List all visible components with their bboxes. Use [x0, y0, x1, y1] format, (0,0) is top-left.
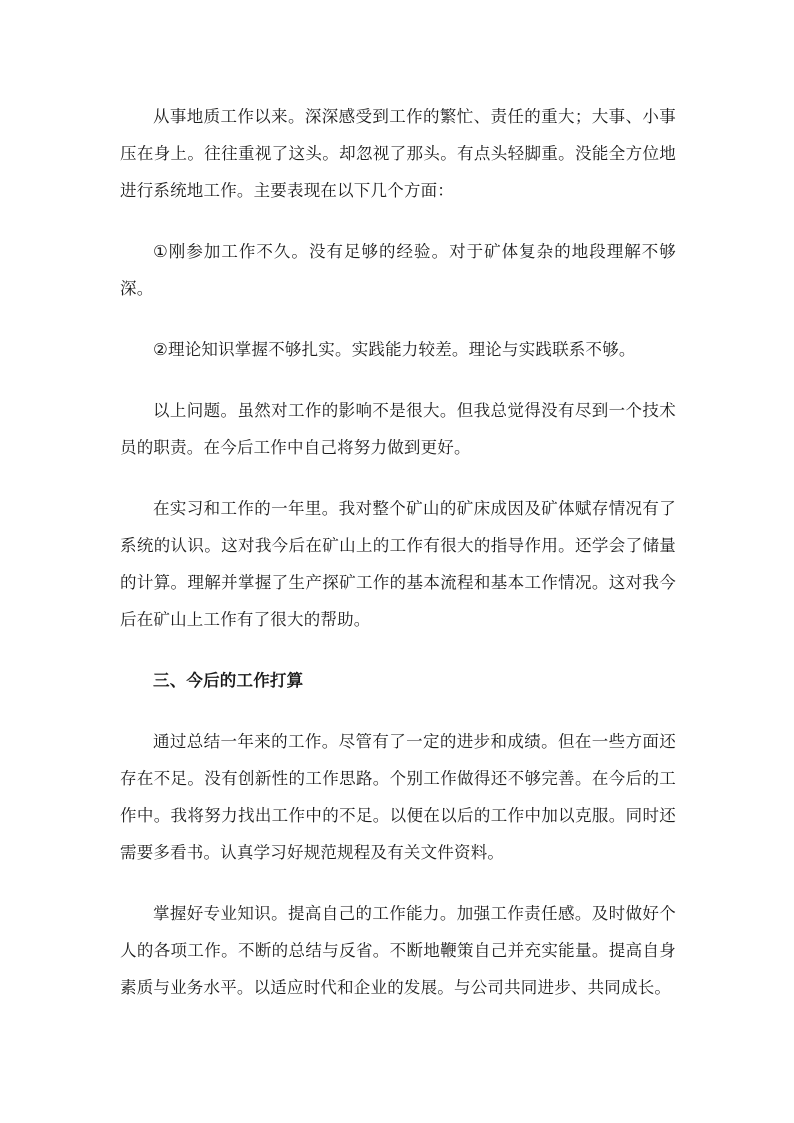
- paragraph-point-one: ①刚参加工作不久。没有足够的经验。对于矿体复杂的地段理解不够深。: [120, 242, 676, 298]
- paragraph-issues-summary: 以上问题。虽然对工作的影响不是很大。但我总觉得没有尽到一个技术员的职责。在今后工作中自己将努力做到更好。: [120, 401, 676, 457]
- section-heading-future-plans: 三、今后的工作打算: [153, 671, 304, 690]
- paragraph-work-reflection: 从事地质工作以来。深深感受到工作的繁忙、责任的重大；大事、小事压在身上。往往重视了这头。却忽视了那头。有点头轻脚重。没能全方位地进行系统地工作。主要表现在以下几个方面：: [120, 107, 676, 200]
- paragraph-professional-growth: 掌握好专业知识。提高自己的工作能力。加强工作责任感。及时做好个人的各项工作。不断的总结与反省。不断地鞭策自己并充实能量。提高自身素质与业务水平。以适应时代和企业的发展。与公司共同进步、共同成长。: [120, 904, 676, 997]
- paragraph-internship-year: 在实习和工作的一年里。我对整个矿山的矿床成因及矿体赋存情况有了系统的认识。这对我今后在矿山上的工作有很大的指导作用。还学会了储量的计算。理解并掌握了生产探矿工作的基本流程和基本工作情况。这对我今后在矿山上工作有了很大的帮助。: [120, 499, 676, 629]
- paragraph-year-summary: 通过总结一年来的工作。尽管有了一定的进步和成绩。但在一些方面还存在不足。没有创新性的工作思路。个别工作做得还不够完善。在今后的工作中。我将努力找出工作中的不足。以便在以后的工作中加以克服。同时还需要多看书。认真学习好规范规程及有关文件资料。: [120, 732, 676, 862]
- paragraph-point-two: ②理论知识掌握不够扎实。实践能力较差。理论与实践联系不够。: [153, 340, 636, 359]
